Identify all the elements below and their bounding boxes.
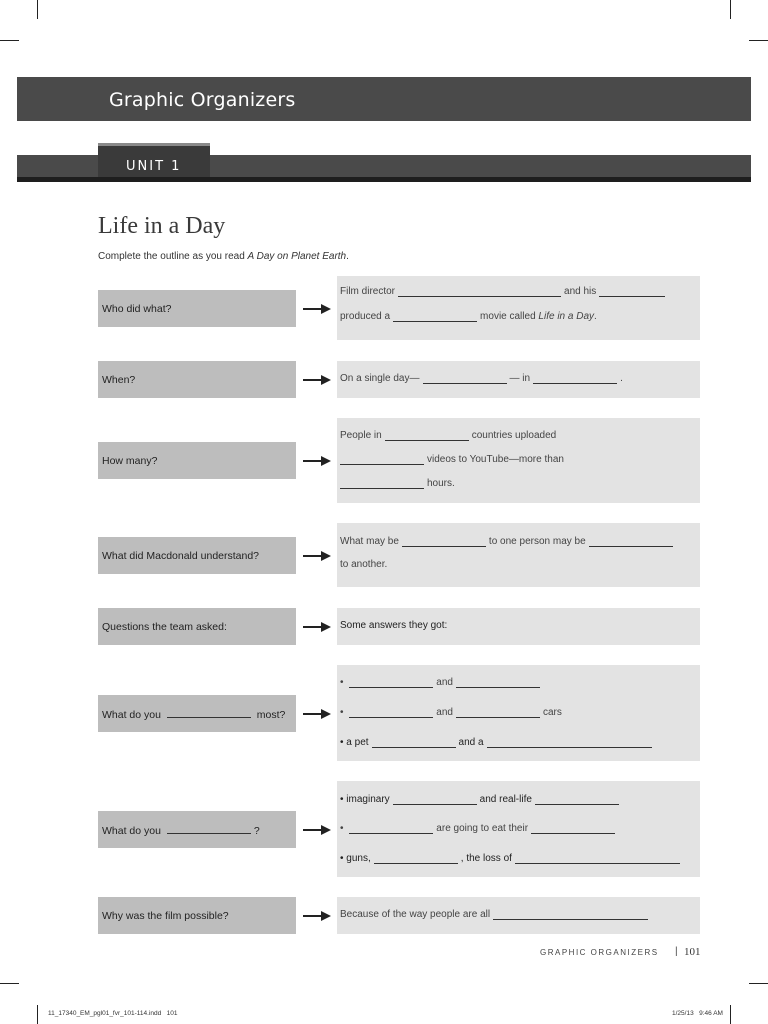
answer-blank[interactable]: [515, 853, 680, 864]
bullet: •: [340, 853, 344, 864]
answer-line: [340, 559, 387, 570]
answer-blank[interactable]: [493, 909, 648, 920]
question-box: [98, 811, 296, 848]
crop-mark: [0, 40, 19, 41]
question-label: Why was the film possible?: [102, 909, 229, 922]
answer-box: [337, 608, 700, 645]
crop-mark: [0, 983, 19, 984]
answer-text: and his: [564, 286, 597, 297]
print-slug-file: 11_17340_EM_pgl01_fvr_101-114.indd 101: [48, 1010, 178, 1017]
question-blank[interactable]: [167, 707, 251, 718]
answer-line: [340, 454, 564, 465]
answer-blank[interactable]: [340, 454, 424, 465]
answer-blank[interactable]: [423, 373, 507, 384]
question-box: [98, 361, 296, 398]
question-label: Who did what?: [102, 302, 172, 315]
question-label: What did Macdonald understand?: [102, 549, 260, 562]
unit-tab: [98, 143, 210, 177]
answer-box: [337, 665, 700, 761]
question-box: [98, 608, 296, 645]
answer-bullet: [340, 823, 618, 834]
bullet: •: [340, 737, 344, 748]
answer-line: [340, 286, 668, 297]
answer-blank[interactable]: [349, 707, 433, 718]
answer-text: movie called: [480, 311, 536, 322]
answer-blank[interactable]: [487, 737, 652, 748]
answer-blank[interactable]: [456, 677, 540, 688]
answer-text: On a single day—: [340, 373, 420, 384]
arrow-icon: [303, 825, 331, 835]
answer-text: to another.: [340, 559, 388, 570]
answer-text: videos to YouTube—more than: [427, 454, 564, 465]
answer-text: cars: [542, 707, 562, 718]
answer-text: Because of the way people are all: [340, 909, 491, 920]
answer-text: .: [594, 311, 597, 322]
question-box: [98, 442, 296, 479]
answer-blank[interactable]: [374, 853, 458, 864]
answer-line: [340, 620, 447, 631]
footer-section-label: GRAPHIC ORGANIZERS: [540, 948, 659, 957]
answer-blank[interactable]: [402, 536, 486, 547]
arrow-icon: [303, 456, 331, 466]
answer-text: a pet: [346, 737, 369, 748]
print-slug-date: 1/25/13 9:46 AM: [672, 1010, 723, 1017]
answer-blank[interactable]: [456, 707, 540, 718]
answer-blank[interactable]: [372, 737, 456, 748]
answer-text: .: [620, 373, 623, 384]
answer-blank[interactable]: [531, 823, 615, 834]
unit-label: UNIT 1: [126, 159, 182, 174]
instructions-text: Complete the outline as you read: [98, 251, 248, 262]
question-label: [102, 823, 260, 837]
page-number: 101: [684, 946, 701, 958]
answer-box: [337, 523, 700, 587]
arrow-icon: [303, 551, 331, 561]
bullet: •: [340, 707, 344, 718]
arrow-icon: [303, 709, 331, 719]
question-blank[interactable]: [167, 823, 251, 834]
answer-box: [337, 276, 700, 340]
section-title: Graphic Organizers: [109, 89, 296, 111]
arrow-icon: [303, 622, 331, 632]
answer-bullet: [340, 853, 683, 864]
answer-text: and: [436, 707, 453, 718]
answer-text: What may be: [340, 536, 399, 547]
answer-text: People in: [340, 430, 382, 441]
movie-title: Life in a Day: [538, 311, 595, 322]
crop-mark: [749, 983, 768, 984]
answer-text: — in: [509, 373, 531, 384]
answer-line: [340, 373, 623, 384]
answer-line: [340, 909, 651, 920]
answer-text: , the loss of: [460, 853, 512, 864]
answer-blank[interactable]: [533, 373, 617, 384]
answer-line: [340, 430, 556, 441]
answer-box: [337, 418, 700, 503]
answer-blank[interactable]: [535, 794, 619, 805]
question-text: ?: [253, 824, 260, 837]
answer-blank[interactable]: [398, 286, 561, 297]
instructions-end: .: [346, 251, 349, 262]
answer-blank[interactable]: [393, 311, 477, 322]
answer-line: [340, 478, 455, 489]
answer-box: [337, 361, 700, 398]
crop-mark: [730, 1005, 731, 1024]
question-label: When?: [102, 373, 136, 386]
answer-text: produced a: [340, 311, 391, 322]
answer-bullet: [340, 794, 622, 805]
question-box: [98, 897, 296, 934]
crop-mark: [749, 40, 768, 41]
answers-heading: Some answers they got:: [340, 620, 448, 631]
answer-text: and: [436, 677, 453, 688]
question-label: Questions the team asked:: [102, 620, 227, 633]
answer-text: Film director: [340, 286, 396, 297]
unit-divider: [17, 177, 751, 182]
crop-mark: [37, 1005, 38, 1024]
arrow-icon: [303, 911, 331, 921]
answer-line: [340, 311, 597, 322]
answer-text: imaginary: [346, 794, 390, 805]
answer-blank[interactable]: [599, 286, 665, 297]
footer-separator: |: [675, 946, 678, 957]
answer-bullet: [340, 707, 562, 718]
answer-bullet: [340, 677, 543, 688]
answer-text: hours.: [427, 478, 455, 489]
answer-blank[interactable]: [589, 536, 673, 547]
answer-bullet: [340, 737, 655, 748]
answer-text: to one person may be: [488, 536, 586, 547]
answer-text: guns,: [346, 853, 371, 864]
arrow-icon: [303, 375, 331, 385]
question-text: What do you: [102, 708, 161, 721]
question-text: most?: [256, 708, 286, 721]
section-banner: [17, 77, 751, 121]
answer-blank[interactable]: [385, 430, 469, 441]
crop-mark: [730, 0, 731, 19]
instructions: [98, 251, 349, 262]
bullet: •: [340, 677, 344, 688]
question-label: How many?: [102, 454, 158, 467]
arrow-icon: [303, 304, 331, 314]
page-title: Life in a Day: [98, 213, 226, 239]
bullet: •: [340, 794, 344, 805]
question-box: [98, 695, 296, 732]
answer-text: countries uploaded: [471, 430, 557, 441]
answer-blank[interactable]: [349, 823, 433, 834]
question-text: What do you: [102, 824, 161, 837]
answer-blank[interactable]: [349, 677, 433, 688]
crop-mark: [37, 0, 38, 19]
answer-box: [337, 781, 700, 877]
answer-text: and real-life: [479, 794, 532, 805]
question-box: [98, 537, 296, 574]
answer-box: [337, 897, 700, 934]
question-box: [98, 290, 296, 327]
question-label: [102, 707, 285, 721]
answer-blank[interactable]: [393, 794, 477, 805]
answer-line: [340, 536, 676, 547]
answer-text: are going to eat their: [436, 823, 529, 834]
answer-text: and a: [458, 737, 484, 748]
answer-blank[interactable]: [340, 478, 424, 489]
book-title: A Day on Planet Earth: [247, 251, 347, 262]
bullet: •: [340, 823, 344, 834]
